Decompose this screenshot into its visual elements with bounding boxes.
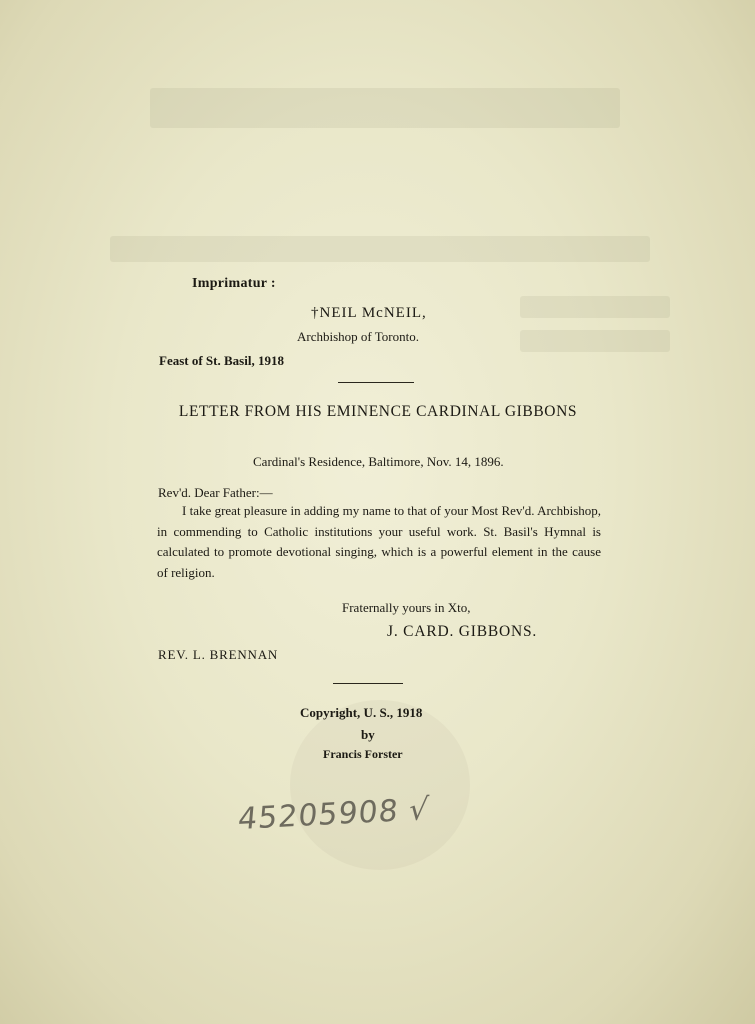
imprimatur-date: Feast of St. Basil, 1918 [159, 353, 284, 368]
divider-rule [338, 382, 414, 383]
archbishop-title: Archbishop of Toronto. [297, 329, 419, 344]
imprimatur-label: Imprimatur : [192, 276, 276, 291]
handwritten-number: 45205908 √ [236, 791, 431, 838]
letter-signature: J. CARD. GIBBONS. [387, 623, 538, 640]
letter-heading: LETTER FROM HIS EMINENCE CARDINAL GIBBONS [178, 403, 578, 420]
copyright-line: Copyright, U. S., 1918 [300, 705, 423, 720]
letter-body: I take great pleasure in adding my name to that of your Most Rev'd. Archbishop, in commending to Catholic institutions your useful work. St. Basil's Hymnal is calculated to promote devotional singing, which is a powerful element in the cause of religion. [157, 503, 601, 580]
divider-rule [333, 683, 403, 684]
show-through-title [150, 88, 620, 128]
copyright-holder: Francis Forster [323, 747, 403, 761]
copyright-by: by [361, 727, 375, 742]
letter-place-date: Cardinal's Residence, Baltimore, Nov. 14, 1896. [253, 454, 504, 469]
show-through-ornament [290, 700, 470, 870]
archbishop-name: †NEIL McNEIL, [311, 305, 427, 321]
letter-addressee: REV. L. BRENNAN [158, 647, 279, 662]
show-through-line [520, 330, 670, 352]
letter-salutation: Rev'd. Dear Father:— [158, 485, 273, 500]
show-through-line [110, 236, 650, 262]
letter-closing: Fraternally yours in Xto, [342, 600, 471, 615]
show-through-line [520, 296, 670, 318]
